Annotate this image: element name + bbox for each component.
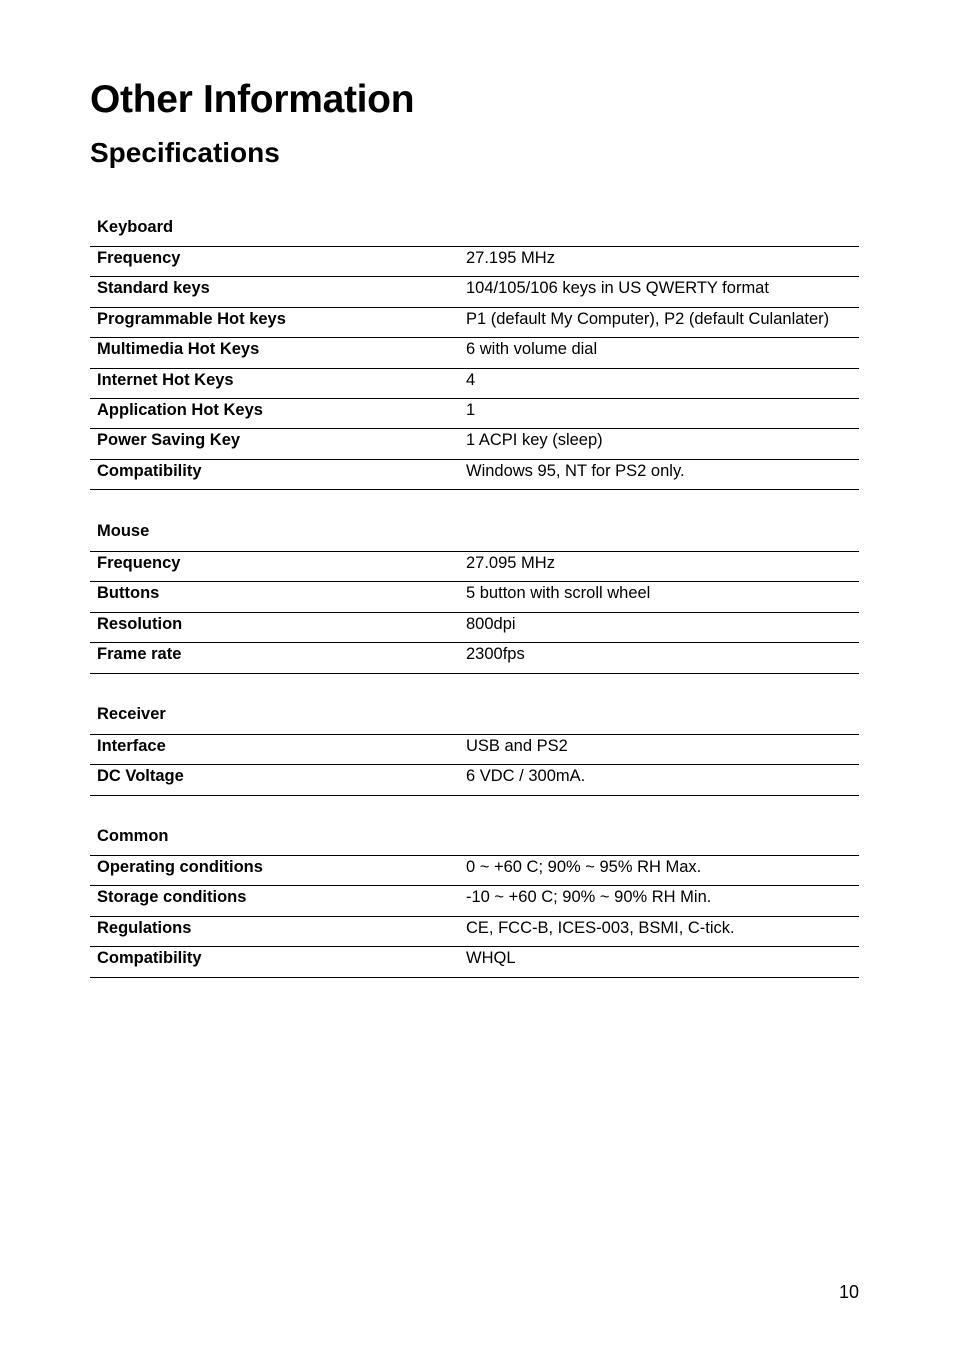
spec-value: P1 (default My Computer), P2 (default Culanlater)	[466, 309, 830, 328]
table-row	[90, 551, 859, 581]
table-row	[90, 307, 859, 337]
table-row	[90, 246, 859, 276]
page-number: 10	[838, 1282, 859, 1302]
section-heading-specifications: Specifications	[90, 137, 280, 168]
page-title: Other Information	[90, 78, 415, 121]
spec-key: Operating conditions	[97, 858, 263, 876]
spec-value: 4	[466, 370, 476, 389]
common-spec-table	[90, 855, 859, 978]
spec-key: Frame rate	[97, 645, 182, 664]
common-section-title: Common	[97, 827, 169, 845]
spec-key: Storage conditions	[97, 888, 247, 907]
spec-value: 6 with volume dial	[466, 340, 598, 359]
spec-value: 27.095 MHz	[466, 554, 555, 572]
spec-key: Regulations	[97, 918, 192, 937]
spec-value: 800dpi	[466, 614, 516, 633]
spec-value: 27.195 MHz	[466, 249, 555, 267]
table-row	[90, 459, 859, 490]
table-row	[90, 428, 859, 458]
table-row	[90, 581, 859, 611]
table-row	[90, 337, 859, 367]
table-row	[90, 612, 859, 642]
spec-key: Resolution	[97, 614, 183, 633]
spec-key: Standard keys	[97, 279, 210, 298]
spec-key: DC Voltage	[97, 767, 184, 786]
spec-key: Interface	[97, 737, 166, 755]
spec-value: 5 button with scroll wheel	[466, 584, 651, 603]
table-row	[90, 764, 859, 795]
spec-key: Application Hot Keys	[97, 400, 263, 419]
table-row	[90, 885, 859, 915]
spec-key: Compatibility	[97, 949, 202, 968]
table-row	[90, 946, 859, 977]
spec-value: -10 ~ +60 C; 90% ~ 90% RH Min.	[466, 888, 712, 907]
table-row	[90, 855, 859, 885]
table-row	[90, 916, 859, 946]
table-row	[90, 398, 859, 428]
spec-key: Multimedia Hot Keys	[97, 340, 260, 359]
spec-value: 1 ACPI key (sleep)	[466, 431, 603, 450]
keyboard-section-title: Keyboard	[97, 218, 174, 236]
table-row	[90, 642, 859, 673]
spec-key: Buttons	[97, 584, 160, 603]
spec-value: CE, FCC-B, ICES-003, BSMI, C-tick.	[466, 918, 735, 937]
spec-value: USB and PS2	[466, 737, 568, 755]
spec-key: Compatibility	[97, 461, 202, 480]
spec-key: Internet Hot Keys	[97, 370, 234, 389]
spec-value: WHQL	[466, 949, 516, 968]
receiver-spec-table	[90, 734, 859, 796]
spec-value: 6 VDC / 300mA.	[466, 767, 586, 786]
spec-key: Frequency	[97, 249, 181, 267]
spec-value: Windows 95, NT for PS2 only.	[466, 461, 685, 480]
table-row	[90, 368, 859, 398]
spec-key: Frequency	[97, 554, 181, 572]
spec-value: 0 ~ +60 C; 90% ~ 95% RH Max.	[466, 858, 702, 876]
spec-value: 104/105/106 keys in US QWERTY format	[466, 279, 769, 298]
spec-key: Power Saving Key	[97, 431, 241, 450]
mouse-section-title: Mouse	[97, 522, 150, 540]
keyboard-spec-table	[90, 246, 859, 490]
receiver-section-title: Receiver	[97, 705, 166, 723]
spec-value: 1	[466, 400, 476, 419]
table-row	[90, 276, 859, 306]
mouse-spec-table	[90, 551, 859, 674]
table-row	[90, 734, 859, 764]
spec-value: 2300fps	[466, 645, 525, 664]
spec-key: Programmable Hot keys	[97, 309, 286, 328]
